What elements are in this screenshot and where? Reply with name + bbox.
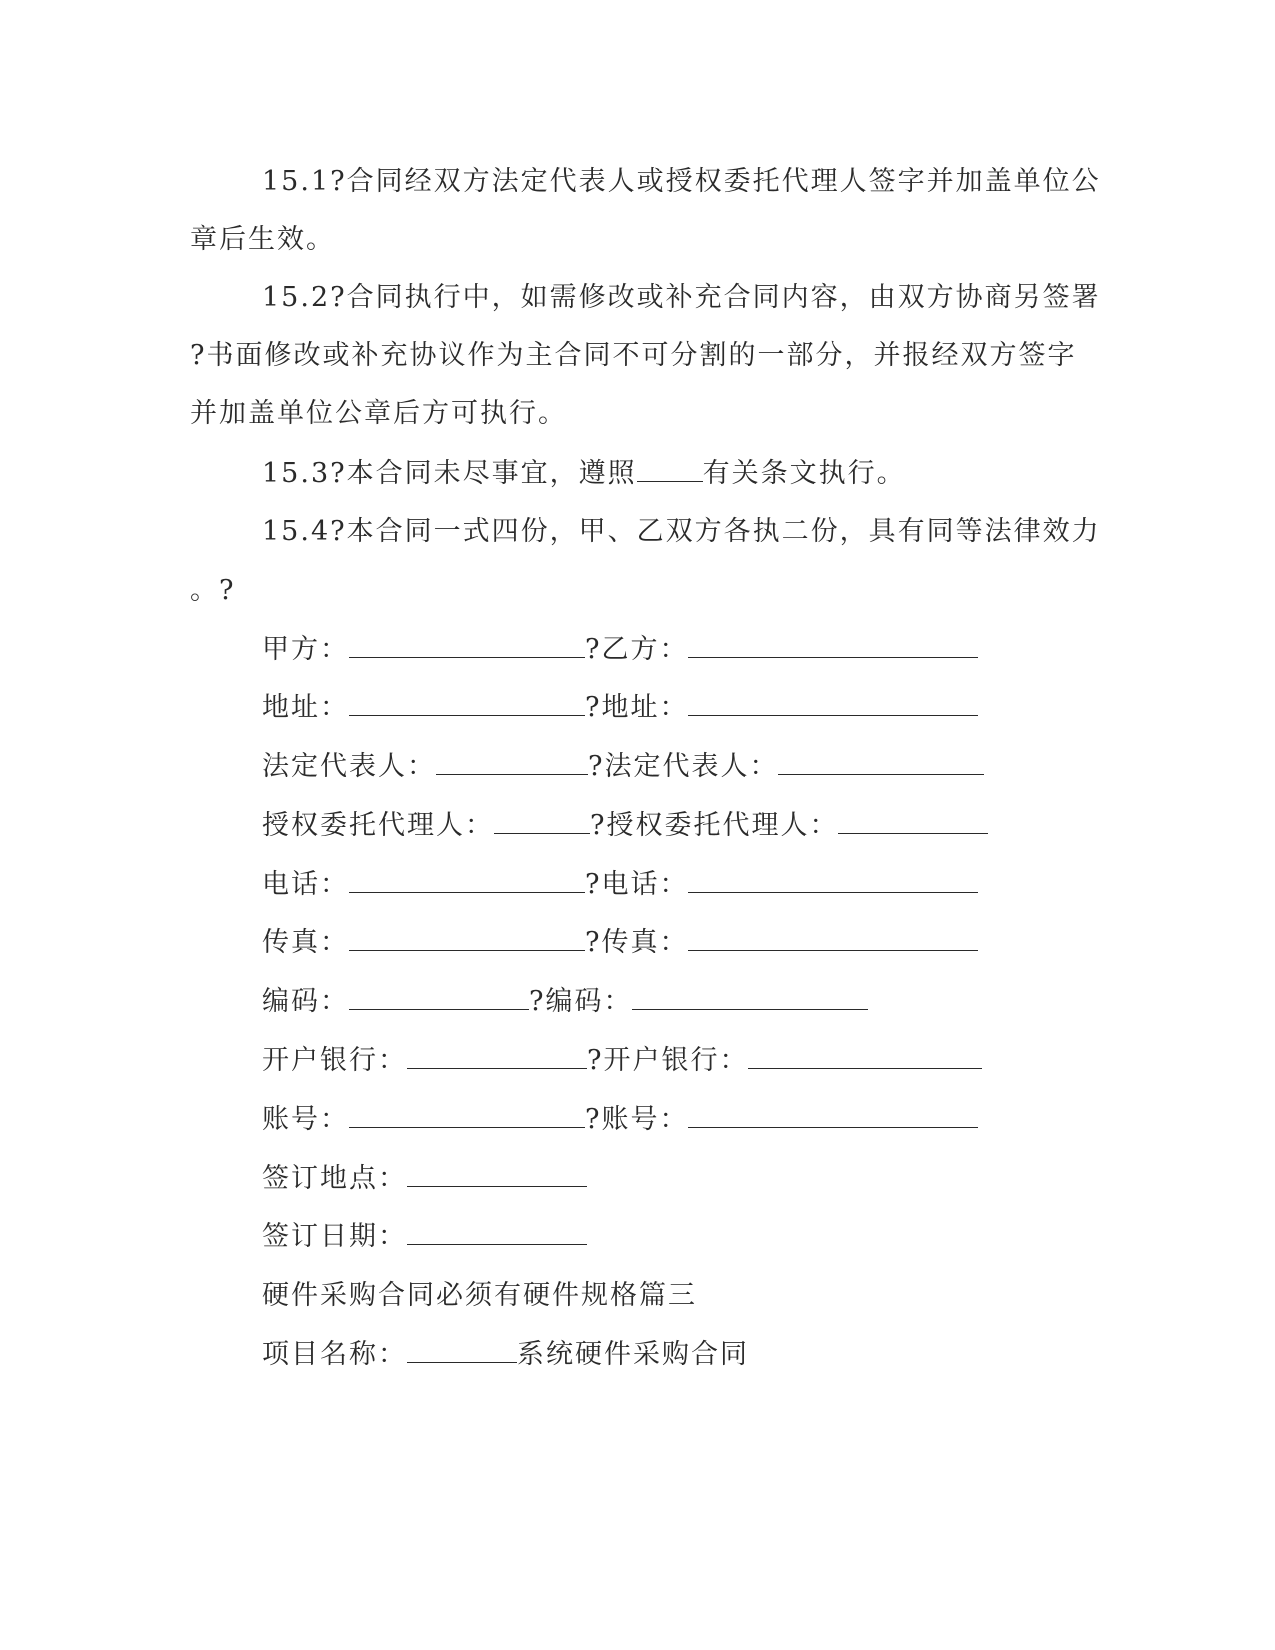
agent-row bbox=[262, 808, 988, 844]
field-label: 签订地点： bbox=[262, 1163, 407, 1194]
blank-line bbox=[349, 870, 585, 893]
blank-line bbox=[436, 752, 588, 775]
clause-text: 。? bbox=[190, 575, 236, 606]
field-label: 甲方： bbox=[262, 634, 349, 665]
blank-line bbox=[688, 928, 978, 951]
code-row bbox=[262, 984, 868, 1020]
field-label: ?乙方： bbox=[585, 634, 689, 665]
section-heading bbox=[262, 1278, 697, 1314]
fax-row bbox=[262, 925, 978, 961]
blank-line bbox=[688, 693, 978, 716]
field-label: 项目名称： bbox=[262, 1339, 407, 1370]
blank-line bbox=[637, 459, 703, 482]
field-label: ?传真： bbox=[585, 927, 689, 958]
blank-line bbox=[407, 1164, 587, 1187]
clause-15-2-line-3 bbox=[190, 396, 567, 432]
clause-text: 有关条文执行。 bbox=[702, 458, 906, 489]
address-row bbox=[262, 690, 978, 726]
field-label: 法定代表人： bbox=[262, 751, 436, 782]
clause-text: 15.1?合同经双方法定代表人或授权委托代理人签字并加盖单位公 bbox=[262, 166, 1101, 197]
field-label: 电话： bbox=[262, 869, 349, 900]
field-label: 传真： bbox=[262, 927, 349, 958]
blank-line bbox=[688, 870, 978, 893]
blank-line bbox=[748, 1046, 982, 1069]
field-label: ?编码： bbox=[529, 986, 633, 1017]
clause-text: 章后生效。 bbox=[190, 224, 335, 255]
clause-15-4-line-2 bbox=[190, 573, 235, 609]
project-name-row bbox=[262, 1337, 749, 1373]
blank-line bbox=[632, 987, 868, 1010]
field-label: ?地址： bbox=[585, 692, 689, 723]
clause-15-2-line-2 bbox=[190, 338, 1076, 374]
field-label: 编码： bbox=[262, 986, 349, 1017]
bank-row bbox=[262, 1043, 982, 1079]
field-label: 地址： bbox=[262, 692, 349, 723]
field-label: 签订日期： bbox=[262, 1221, 407, 1252]
blank-line bbox=[349, 987, 529, 1010]
clause-15-4-line-1 bbox=[262, 514, 1101, 550]
field-label: 开户银行： bbox=[262, 1045, 407, 1076]
party-row bbox=[262, 632, 978, 668]
legal-rep-row bbox=[262, 749, 984, 785]
blank-line bbox=[688, 1105, 978, 1128]
blank-line bbox=[407, 1222, 587, 1245]
field-label: ?开户银行： bbox=[587, 1045, 749, 1076]
blank-line bbox=[349, 1105, 585, 1128]
phone-row bbox=[262, 867, 978, 903]
clause-text: 15.3?本合同未尽事宜，遵照 bbox=[262, 458, 637, 489]
field-label: 账号： bbox=[262, 1104, 349, 1135]
clause-text: 并加盖单位公章后方可执行。 bbox=[190, 398, 567, 429]
blank-line bbox=[688, 635, 978, 658]
clause-15-1-line-1 bbox=[262, 164, 1101, 200]
blank-line bbox=[838, 811, 988, 834]
blank-line bbox=[494, 811, 590, 834]
field-label: ?电话： bbox=[585, 869, 689, 900]
clause-15-1-line-2 bbox=[190, 222, 335, 258]
field-label: ?授权委托代理人： bbox=[590, 810, 839, 841]
project-suffix: 系统硬件采购合同 bbox=[517, 1339, 749, 1370]
blank-line bbox=[349, 635, 585, 658]
blank-line bbox=[349, 693, 585, 716]
heading-text: 硬件采购合同必须有硬件规格篇三 bbox=[262, 1280, 697, 1311]
clause-text: ?书面修改或补充协议作为主合同不可分割的一部分，并报经双方签字 bbox=[190, 340, 1077, 371]
blank-line bbox=[778, 752, 984, 775]
clause-text: 15.2?合同执行中，如需修改或补充合同内容，由双方协商另签署 bbox=[262, 282, 1101, 313]
sign-place-row bbox=[262, 1161, 587, 1197]
blank-line bbox=[407, 1340, 517, 1363]
field-label: ?法定代表人： bbox=[588, 751, 779, 782]
account-row bbox=[262, 1102, 978, 1138]
clause-15-2-line-1 bbox=[262, 280, 1101, 316]
sign-date-row bbox=[262, 1219, 587, 1255]
blank-line bbox=[349, 928, 585, 951]
field-label: ?账号： bbox=[585, 1104, 689, 1135]
field-label: 授权委托代理人： bbox=[262, 810, 494, 841]
clause-15-3 bbox=[262, 456, 906, 492]
blank-line bbox=[407, 1046, 587, 1069]
clause-text: 15.4?本合同一式四份，甲、乙双方各执二份，具有同等法律效力 bbox=[262, 516, 1101, 547]
